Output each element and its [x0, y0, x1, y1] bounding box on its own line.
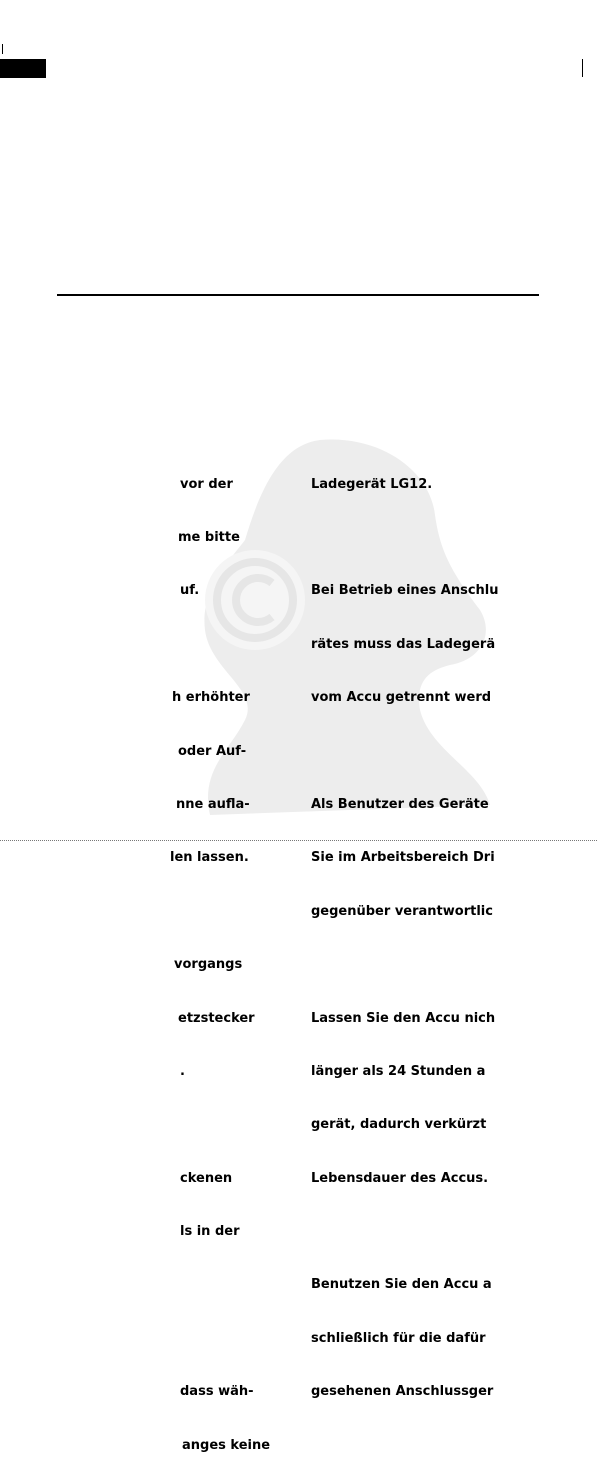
right-text-column [311, 440, 597, 1419]
text-line: vor der [180, 476, 233, 492]
text-line: länger als 24 Stunden a [311, 1063, 486, 1079]
text-line [168, 903, 288, 921]
text-line [168, 636, 288, 654]
text-line: Sie im Arbeitsbereich Dri [311, 850, 495, 866]
text-line: Lassen Sie den Accu nich [311, 1010, 496, 1026]
text-line: gesehenen Anschlussger [311, 1384, 494, 1400]
crop-mark-right [582, 59, 583, 77]
text-line: vorgangs [174, 957, 243, 973]
crop-mark-left [2, 44, 3, 54]
section-divider [57, 294, 539, 296]
text-line: dass wäh- [180, 1384, 254, 1400]
text-line: Als Benutzer des Geräte [311, 796, 489, 812]
text-line [311, 1223, 597, 1241]
text-line: Bei Betrieb eines Anschlu [311, 583, 499, 599]
text-line: etzstecker [178, 1010, 255, 1026]
text-line [311, 529, 597, 547]
text-line [168, 1116, 288, 1134]
text-line [168, 1330, 288, 1348]
text-line: Lebensdauer des Accus. [311, 1170, 489, 1186]
text-line: Benutzen Sie den Accu a [311, 1277, 492, 1293]
page-bottom-edge [0, 840, 597, 841]
text-line: len lassen. [170, 850, 249, 866]
text-line: schließlich für die dafür [311, 1330, 486, 1346]
text-line: anges keine [182, 1437, 271, 1453]
text-line: Ladegerät LG12. [311, 476, 433, 492]
text-line: nne aufla- [176, 796, 250, 812]
text-line [168, 1276, 288, 1294]
text-line [311, 743, 597, 761]
text-line: gegenüber verantwortlic [311, 903, 493, 919]
text-line: vom Accu getrennt werd [311, 690, 492, 706]
text-line: uf. [180, 583, 200, 599]
text-line: rätes muss das Ladegerä [311, 636, 496, 652]
text-line: ls in der [180, 1224, 240, 1240]
text-line: h erhöhter [172, 690, 250, 706]
text-line: . [180, 1063, 185, 1079]
text-line: oder Auf- [178, 743, 247, 759]
text-line: me bitte [178, 529, 240, 545]
text-line: ckenen [180, 1170, 233, 1186]
text-line [311, 956, 597, 974]
chapter-tab-marker [0, 59, 46, 78]
text-line: gerät, dadurch verkürzt [311, 1117, 487, 1133]
left-text-column [168, 440, 288, 1472]
